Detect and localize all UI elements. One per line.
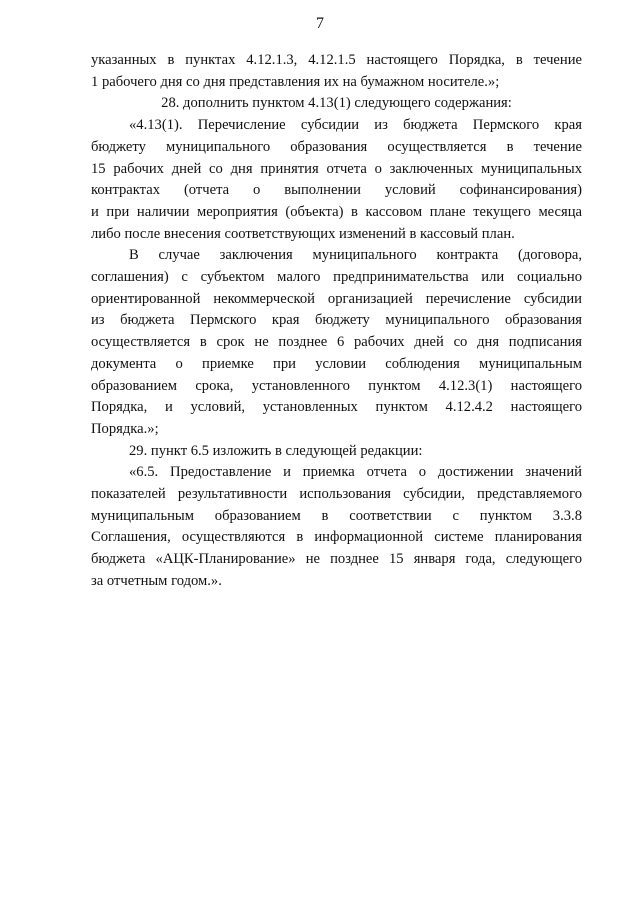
text-line: Соглашения, осуществляются в информационной системе планирования (91, 529, 582, 546)
text-line: 28. дополнить пунктом 4.13(1) следующего содержания: (161, 95, 512, 112)
text-line: осуществляется в срок не позднее 6 рабочих дней со дня подписания (91, 334, 582, 351)
text-line: показателей результативности использования субсидии, представляемого (91, 486, 582, 503)
text-line: контрактах (отчета о выполнении условий софинансирования) (91, 182, 582, 199)
text-line: бюджету муниципального образования осуществляется в течение (91, 138, 582, 155)
text-line: Порядка, и условий, установленных пунктом 4.12.4.2 настоящего (91, 399, 582, 416)
text-line: образованием срока, установленного пунктом 4.12.3(1) настоящего (91, 377, 582, 394)
text-line: муниципальным образованием в соответствии с пунктом 3.3.8 (91, 507, 582, 524)
text-line: ориентированной некоммерческой организацией перечисление субсидии (91, 290, 582, 307)
text-line: документа о приемке при условии соблюдения муниципальным (91, 355, 582, 372)
text-line: «6.5. Предоставление и приемка отчета о достижении значений (129, 464, 582, 481)
text-line: 1 рабочего дня со дня представления их на бумажном носителе.»; (91, 73, 500, 90)
text-line: 15 рабочих дней со дня принятия отчета о заключенных муниципальных (91, 160, 582, 177)
text-line: бюджета «АЦК-Планирование» не позднее 15 января года, следующего (91, 551, 582, 568)
text-line: 29. пункт 6.5 изложить в следующей редакции: (129, 442, 423, 459)
text-line: указанных в пунктах 4.12.1.3, 4.12.1.5 настоящего Порядка, в течение (91, 52, 582, 68)
text-line: Порядка.»; (91, 420, 159, 437)
text-line: и при наличии мероприятия (объекта) в кассовом плане текущего месяца (91, 203, 582, 220)
text-line: за отчетным годом.». (91, 572, 222, 589)
text-line: «4.13(1). Перечисление субсидии из бюджета Пермского края (129, 117, 582, 134)
text-line: либо после внесения соответствующих изменений в кассовый план. (91, 225, 515, 242)
document-body (91, 50, 582, 593)
page-number: 7 (316, 15, 324, 32)
text-line: В случае заключения муниципального контракта (договора, (129, 247, 582, 264)
text-line: соглашения) с субъектом малого предпринимательства или социально (91, 269, 582, 286)
text-line: из бюджета Пермского края бюджету муниципального образования (91, 312, 582, 329)
